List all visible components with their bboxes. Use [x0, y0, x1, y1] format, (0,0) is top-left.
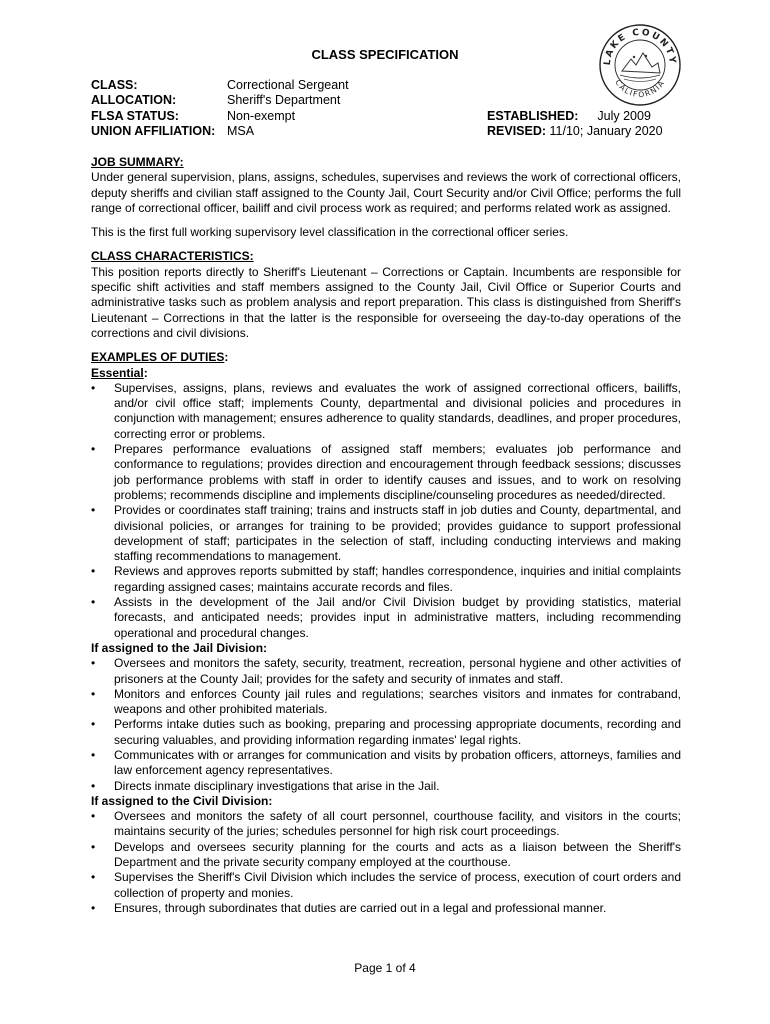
class-characteristics-heading: CLASS CHARACTERISTICS:: [91, 249, 254, 264]
seal-bottom-text: CALIFORNIA: [613, 78, 667, 100]
list-item: • Monitors and enforces County jail rules and regulations; searches visitors and inmates for contraband, weapons and other prohibited materials.: [91, 687, 681, 718]
duties-heading: EXAMPLES OF DUTIES: [91, 350, 225, 365]
duties-heading-colon: :: [224, 350, 229, 365]
civil-division-label: If assigned to the Civil Division:: [91, 793, 273, 808]
job-summary-heading: JOB SUMMARY:: [91, 155, 184, 169]
header-dates: [487, 109, 663, 140]
established-value: July 2009: [597, 109, 651, 123]
union-affiliation-label: UNION AFFILIATION:: [91, 124, 216, 139]
essential-label: Essential: [91, 365, 144, 380]
established-label: ESTABLISHED:: [487, 109, 579, 123]
job-summary-paragraph-2: This is the first full working supervisory level classification in the correctional officer series.: [91, 225, 569, 240]
class-characteristics-section: [91, 249, 681, 341]
document-title: CLASS SPECIFICATION: [311, 47, 459, 62]
list-item: • Reviews and approves reports submitted by staff; handles correspondence, inquiries and initial complaints regarding assigned cases; maintains accurate records and files.: [91, 564, 681, 595]
essential-colon: :: [143, 365, 148, 380]
list-item: • Oversees and monitors the safety of all court personnel, courthouse facility, and visitors in the courts; maintains security of the juries; schedules personnel for high risk court proceedings.: [91, 809, 681, 840]
civil-duties-list: [91, 809, 681, 916]
svg-text:LAKE COUNTY: [603, 28, 677, 66]
revised-label: REVISED:: [487, 124, 547, 139]
list-item: • Communicates with or arranges for communication and visits by probation officers, attorneys, families and law enforcement agency representatives.: [91, 748, 681, 779]
job-summary-paragraph: Under general supervision, plans, assigns, schedules, supervises and reviews the work of correctional officers, deputy sheriffs and civilian staff assigned to the County Jail, Court Security and/or Civil Office; performs the full range of correctional officer, bailiff and civil process work as required; and performs related work as assigned.: [91, 170, 681, 215]
header-labels: [91, 78, 215, 140]
list-item: • Ensures, through subordinates that duties are carried out in a legal and professional manner.: [91, 901, 681, 916]
allocation-value: Sheriff's Department: [227, 93, 341, 108]
list-item: • Performs intake duties such as booking, preparing and processing appropriate documents, recording and securing valuables, and providing information regarding inmates' legal rights.: [91, 717, 681, 748]
jail-division-label: If assigned to the Jail Division:: [91, 640, 268, 655]
list-item: • Prepares performance evaluations of assigned staff members; evaluates job performance and conformance to regulations; provides direction and encouragement through feedback sessions; discusses job performance problems with staff in order to identify causes and issues, and to work on resolving problems; recommends discipline and implements discipline/counseling procedures as needed/directed.: [91, 442, 681, 503]
flsa-status-label: FLSA STATUS:: [91, 108, 179, 123]
job-summary-section: [91, 155, 681, 240]
flsa-status-value: Non-exempt: [227, 108, 296, 123]
list-item: • Assists in the development of the Jail and/or Civil Division budget by providing statistics, material forecasts, and anticipated needs; provides input in administrative matters, including recommending operational and procedural changes.: [91, 595, 681, 641]
union-affiliation-value: MSA: [227, 124, 255, 139]
document-body: [91, 155, 681, 916]
class-label: CLASS:: [91, 78, 138, 92]
class-value: Correctional Sergeant: [227, 78, 349, 92]
class-characteristics-paragraph: This position reports directly to Sheriff's Lieutenant – Corrections or Captain. Incumbents are responsible for specific shift activities and staff members assigned to the County Jail, Civil Office or Superior Courts and administrative tasks such as problem analysis and report preparation. This class is distinguished from Sheriff's Lieutenant – Corrections in that the latter is the responsible for overseeing the day-to-day operations of the corrections and civil divisions.: [91, 264, 681, 340]
page-number: Page 1 of 4: [354, 961, 416, 975]
essential-duties-list: [91, 381, 681, 641]
duties-section: [91, 350, 681, 916]
header-values: [227, 78, 349, 140]
seal-top-text: LAKE COUNTY: [602, 27, 678, 66]
list-item: • Directs inmate disciplinary investigations that arise in the Jail.: [91, 779, 681, 794]
list-item: • Supervises, assigns, plans, reviews and evaluates the work of assigned correctional officers, bailiffs, and/or civil office staff; implements County, departmental and divisional policies and procedures in conjunction with management; ensures adherence to quality standards, deadlines, and proper procedures, correcting error or problems.: [91, 381, 681, 442]
list-item: • Oversees and monitors the safety, security, treatment, recreation, personal hygiene and other activities of prisoners at the County Jail; provides for the safety and security of inmates and staff.: [91, 656, 681, 687]
list-item: • Provides or coordinates staff training; trains and instructs staff in job duties and County, departmental, and divisional policies, or arranges for training to be provided; provides guidance to support professional development of staff; participates in the selection of staff, including conducting interviews and making staffing recommendations to management.: [91, 503, 681, 564]
revised-value: 11/10; January 2020: [549, 124, 663, 139]
jail-duties-list: [91, 656, 681, 794]
allocation-label: ALLOCATION:: [91, 93, 177, 108]
list-item: • Supervises the Sheriff's Civil Division which includes the service of process, execution of court orders and collection of property and monies.: [91, 870, 681, 901]
county-seal-icon: [598, 23, 682, 107]
list-item: • Develops and oversees security planning for the courts and acts as a liaison between the Sheriff's Department and the private security company employed at the courthouse.: [91, 840, 681, 871]
